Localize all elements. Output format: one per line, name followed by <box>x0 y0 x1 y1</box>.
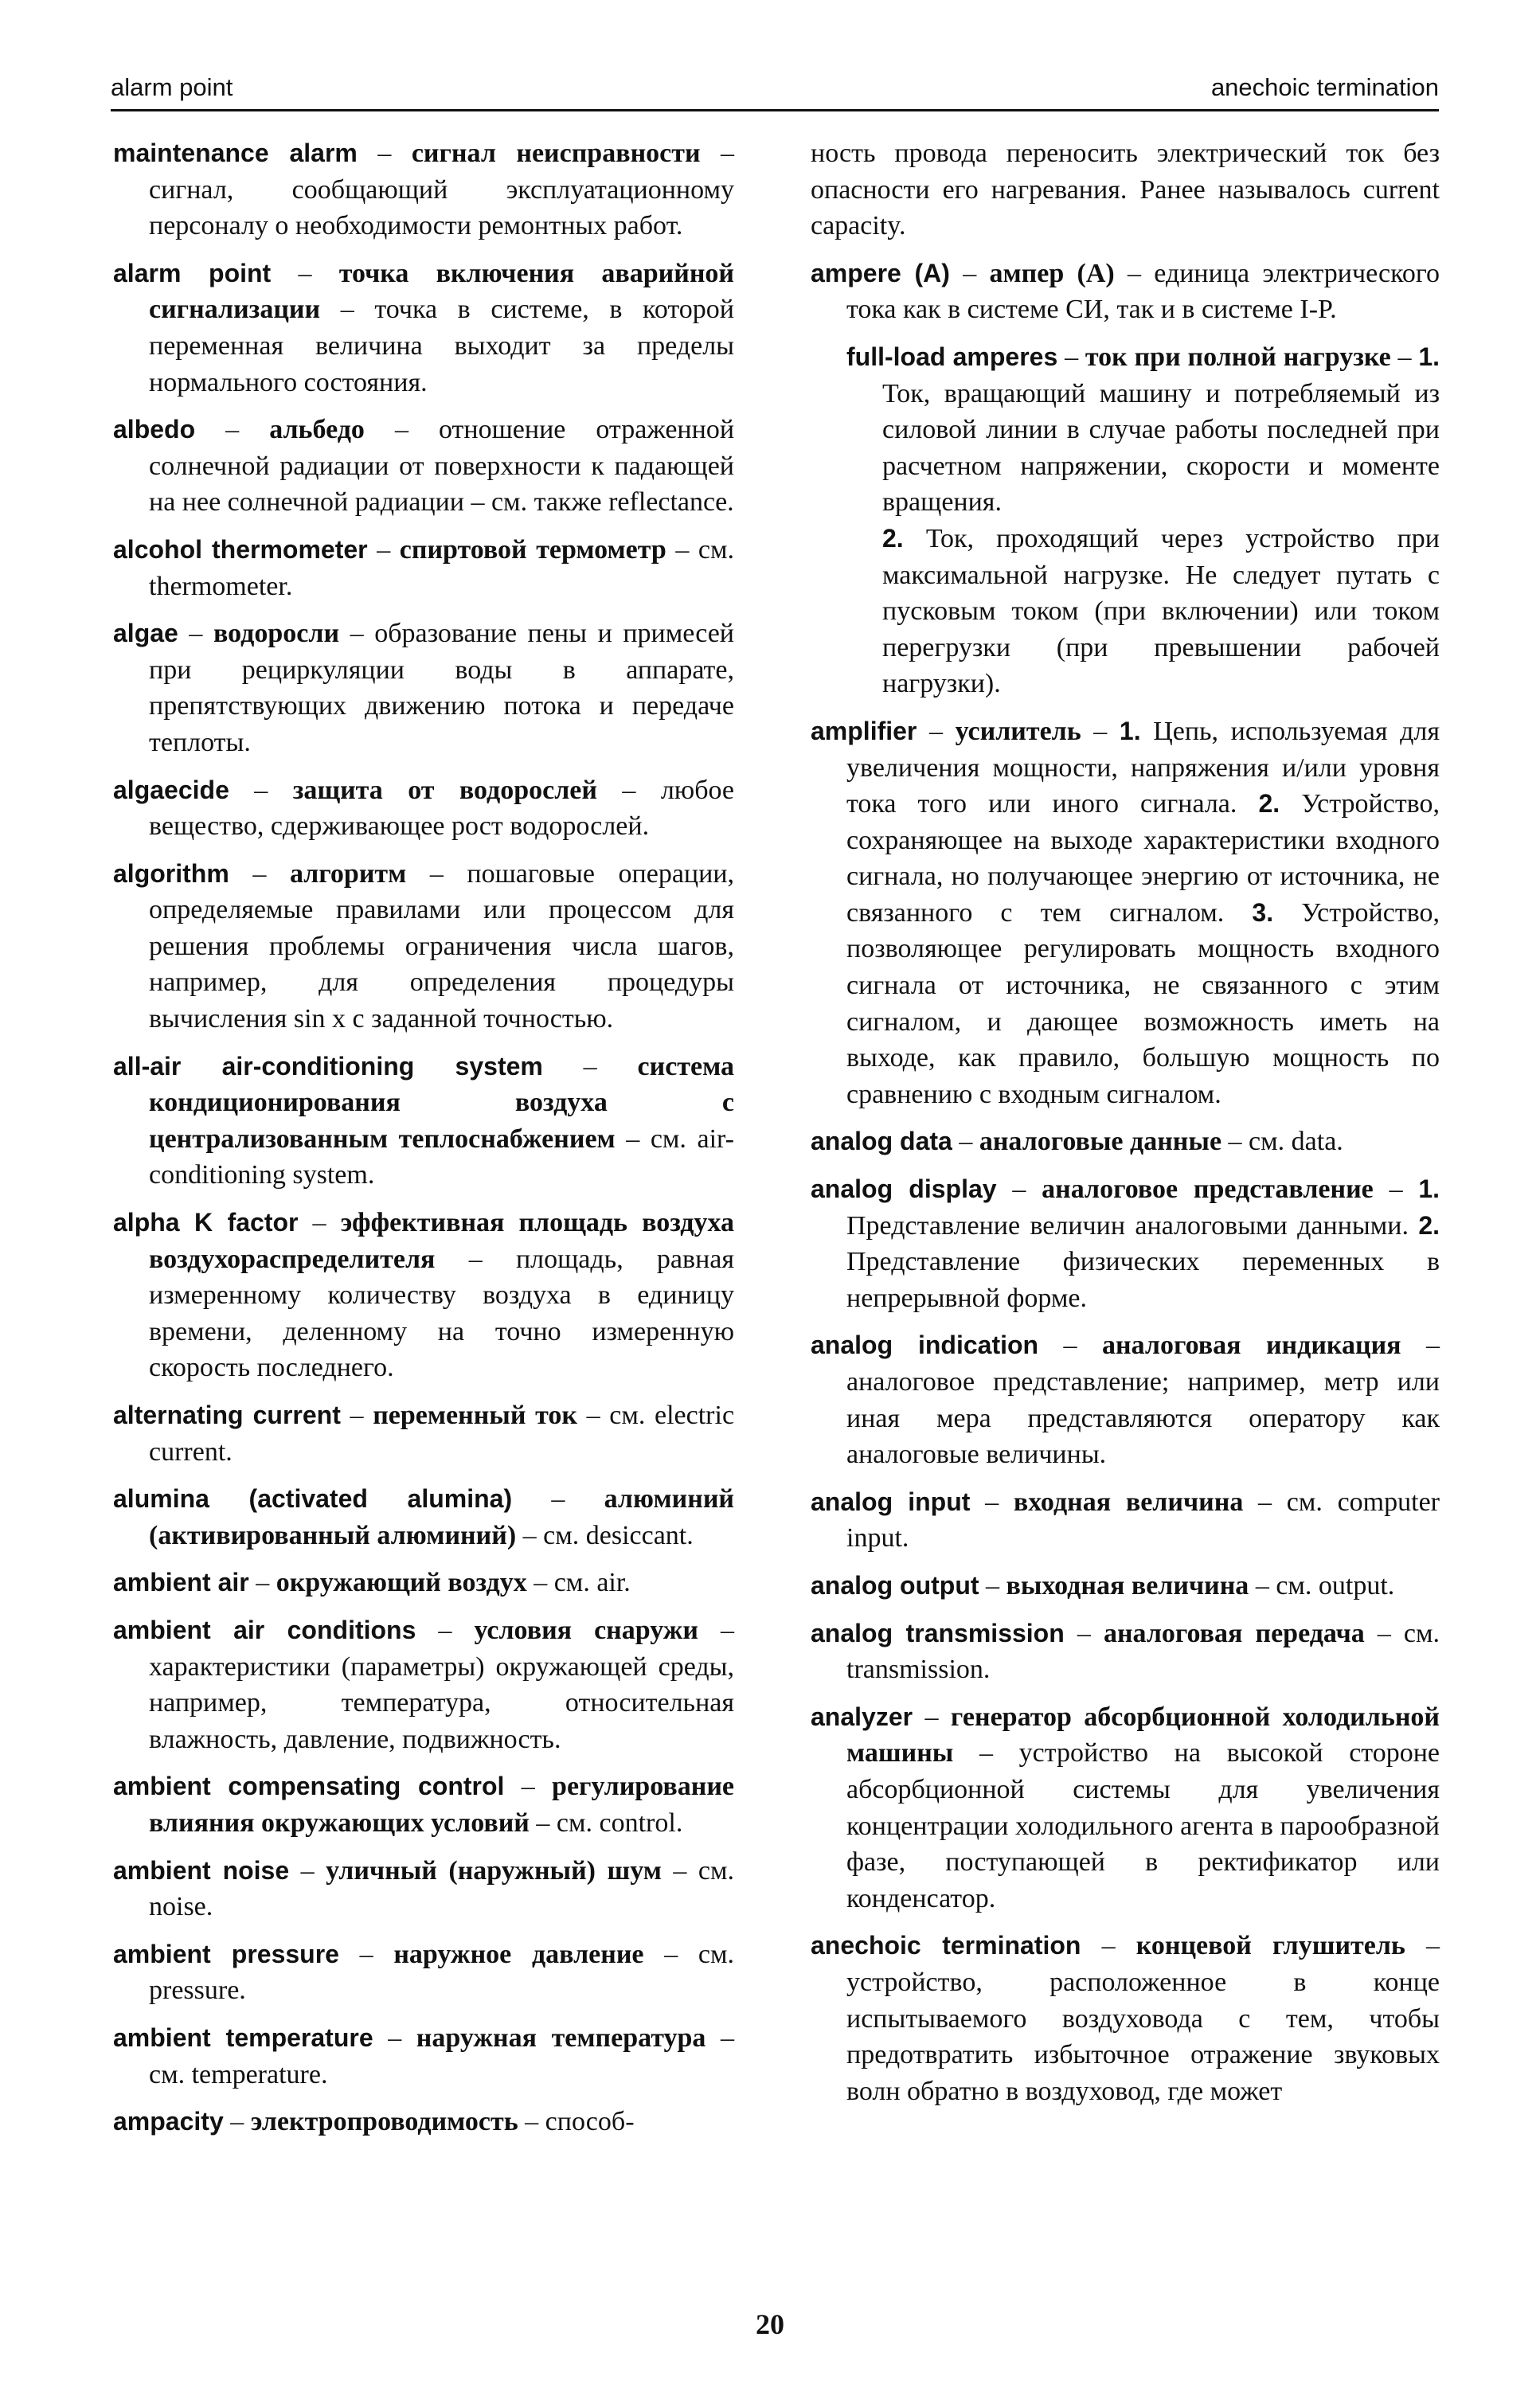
entry-translation: защита от водорослей <box>292 775 597 805</box>
entry-ambient-temperature: ambient temperature – наружная температура – см. temperature. <box>113 2022 734 2089</box>
entry-analog-output: analog output – выходная величина – см. output. <box>811 1570 1395 1600</box>
entry-term: full-load amperes <box>846 342 1058 371</box>
entry-translation: окружающий воздух <box>276 1568 527 1598</box>
entry-translation: генератор абсорбционной холодильной машины <box>846 1702 1440 1768</box>
entry-definition: см. computer input. <box>846 1487 1440 1554</box>
sense-text: Устройство, позволяющее регулировать мощность входного сигнала от источника, не связанного с этим сигналом, и дающее возможность иметь на выходе, как правило, большую мощность по сравнению с входным сигналом. <box>846 897 1440 1109</box>
entry-definition: устройство на высокой стороне абсорбционной системы для увеличения концентрации холодильного агента в парообразной фазе, поступающей в ректификатор или конденсатор. <box>846 1738 1440 1913</box>
sense-text: Устройство, сохраняющее на выходе характеристики входного сигнала, но получающее энергию от источника, не связанного с тем сигналом. <box>846 789 1440 928</box>
entry-definition: см. temperature. <box>149 2059 328 2089</box>
entry-definition: см. transmission. <box>846 1618 1440 1685</box>
entry-translation: система кондиционирования воздуха с централизованным теплоснабжением <box>149 1051 735 1154</box>
running-head-left: alarm point <box>111 73 233 101</box>
entry-definition: см. air. <box>553 1568 631 1598</box>
sense-text: Представление величин аналоговыми данными. <box>846 1210 1409 1241</box>
entry-definition: аналоговое представление; например, метр или иная мера представляются оператору как аналоговые величины. <box>846 1367 1440 1470</box>
entry-definition: см. pressure. <box>149 1939 734 2006</box>
entry-term: algorithm <box>113 858 229 888</box>
entry-definition: способ- <box>545 2107 635 2137</box>
entry-translation: точка включения аварийной сигнализации <box>149 258 735 325</box>
left-column <box>113 135 734 2151</box>
entry-ampacity: ampacity – электропроводимость – способ- <box>113 2107 635 2137</box>
entry-term: algae <box>113 619 178 648</box>
entry-translation: условия снаружи <box>474 1615 699 1645</box>
sense-text: Цепь, используемая для увеличения мощности, напряжения и/или уровня тока того или иного сигнала. <box>846 716 1440 819</box>
entry-term: anechoic termination <box>811 1931 1081 1960</box>
entry-translation: регулирование влияния окружающих условий <box>149 1772 734 1838</box>
entry-alcohol-thermometer: alcohol thermometer – спиртовой термометр – см. thermometer. <box>113 534 735 601</box>
sense-number: 1. <box>1119 716 1141 745</box>
entry-translation: входная величина <box>1013 1487 1244 1517</box>
entry-term: albedo <box>113 415 196 444</box>
entry-term: alternating current <box>113 1401 341 1429</box>
entry-analyzer: analyzer – генератор абсорбционной холодильной машины – устройство на высокой стороне абсорбционной системы для увеличения концентрации холодильного агента в парообразной фазе, поступающей в ректификатор или конденсатор. <box>811 1702 1440 1913</box>
sense-text: Ток, проходящий через устройство при максимальной нагрузке. Не следует путать с пусковым током (при включении) или током перегрузки (при превышении рабочей нагрузки). <box>882 523 1440 699</box>
entry-definition: образование пены и примесей при рециркуляции воды в аппарате, препятствующих движению потока и передаче теплоты. <box>149 619 734 757</box>
sense-number: 1. <box>1418 1174 1440 1204</box>
sense-number: 2. <box>882 523 904 553</box>
entry-term: amplifier <box>811 716 917 745</box>
entry-term: analyzer <box>811 1702 913 1731</box>
entry-translation: алюминий (активированный алюминий) <box>149 1484 735 1550</box>
entry-amplifier: amplifier – усилитель – 1. Цепь, используемая для увеличения мощности, напряжения и/или уровня тока того или иного сигнала. 2. Устройство, сохраняющее на выходе характеристики входного сигнала, но получающее энергию от источника, не связанного с тем сигналом. 3. Устройство, позволяющее регулировать мощность входного сигнала от источника, не связанного с этим сигналом, и дающее возможность иметь на выходе, как правило, большую мощность по сравнению с входным сигналом. <box>811 716 1440 1109</box>
entry-definition: см. noise. <box>149 1855 735 1922</box>
entry-analog-display: analog display – аналоговое представление – 1. Представление величин аналоговыми данными. 2. Представление физических переменных в непрерывной форме. <box>811 1174 1440 1313</box>
entry-analog-input: analog input – входная величина – см. computer input. <box>811 1487 1440 1554</box>
entry-definition: пошаговые операции, определяемые правилами или процессом для решения проблемы ограничения числа шагов, например, для определения процедуры вычисления sin x с заданной точностью. <box>149 858 735 1034</box>
entry-term: ambient pressure <box>113 1939 339 1968</box>
entry-algorithm: algorithm – алгоритм – пошаговые операции, определяемые правилами или процессом для решения проблемы ограничения числа шагов, например, для определения процедуры вычисления sin x с заданной точностью. <box>113 858 735 1034</box>
entry-translation: ампер (A) <box>989 258 1115 288</box>
entry-term: analog transmission <box>811 1618 1065 1647</box>
entry-definition: устройство, расположенное в конце испытываемого воздуховода с тем, чтобы предотвратить избыточное отражение звуковых волн обратно в воздуховод, где может <box>846 1967 1440 2106</box>
entry-alpha-k-factor: alpha K factor – эффективная площадь воздуха воздухораспределителя – площадь, равная измеренному количеству воздуха в единицу времени, деленному на точно измеренную скорость последнего. <box>113 1208 735 1383</box>
entry-term: ambient temperature <box>113 2022 373 2052</box>
entry-ambient-pressure: ambient pressure – наружное давление – см. pressure. <box>113 1939 734 2006</box>
entry-term: analog data <box>811 1127 952 1156</box>
entry-term: alpha K factor <box>113 1208 299 1237</box>
entry-all-air-air-conditioning-system: all-air air-conditioning system – система кондиционирования воздуха с централизованным теплоснабжением – см. air-conditioning system. <box>113 1051 735 1190</box>
entry-maintenance-alarm: maintenance alarm – сигнал неисправности – сигнал, сообщающий эксплуатационному персоналу о необходимости ремонтных работ. <box>113 139 735 241</box>
entry-translation: аналоговые данные <box>979 1127 1222 1157</box>
right-column <box>811 135 1440 2120</box>
entry-translation: наружная температура <box>416 2022 706 2053</box>
entry-full-load-amperes: full-load amperes – ток при полной нагрузке – 1. Ток, вращающий машину и потребляемый из силовой линии в случае работы последней при расчетном напряжении, скорости и моменте вращения. 2. Ток, проходящий через устройство при максимальной нагрузке. Не следует путать с пусковым током (при включении) или током перегрузки (при превышении рабочей нагрузки). <box>846 342 1440 699</box>
sense-number: 1. <box>1418 342 1440 371</box>
entry-analog-data: analog data – аналоговые данные – см. data. <box>811 1127 1343 1157</box>
entry-translation: аналоговая индикация <box>1102 1331 1401 1361</box>
entry-translation: аналоговая передача <box>1103 1618 1365 1648</box>
entry-translation: аналоговое представление <box>1042 1174 1374 1205</box>
entry-term: algaecide <box>113 775 229 804</box>
page-number: 20 <box>756 2308 784 2340</box>
sense-text: Ток, вращающий машину и потребляемый из силовой линии в случае работы последней при расчетном напряжении, скорости и моменте вращения. <box>882 378 1440 518</box>
entry-definition: см. control. <box>556 1808 683 1838</box>
entry-anechoic-termination: anechoic termination – концевой глушитель – устройство, расположенное в конце испытываемого воздуховода с тем, чтобы предотвратить избыточное отражение звуковых волн обратно в воздуховод, где может <box>811 1931 1440 2106</box>
entry-definition: единица электрического тока как в системе СИ, так и в системе I-P. <box>846 258 1440 325</box>
entry-translation: выходная величина <box>1006 1570 1249 1600</box>
entry-alarm-point: alarm point – точка включения аварийной сигнализации – точка в системе, в которой переменная величина выходит за пределы нормального состояния. <box>113 258 735 397</box>
entry-term: ampacity <box>113 2107 224 2136</box>
entry-definition: см. electric current. <box>149 1401 735 1467</box>
header-rule <box>111 109 1439 111</box>
entry-term: maintenance alarm <box>113 139 358 167</box>
entry-ambient-air: ambient air – окружающий воздух – см. air. <box>113 1568 631 1598</box>
entry-definition: характеристики (параметры) окружающей среды, например, температура, относительная влажность, давление, подвижность. <box>149 1651 734 1754</box>
entry-term: analog indication <box>811 1331 1039 1360</box>
running-head-right: anechoic termination <box>1210 73 1439 101</box>
entry-term: analog output <box>811 1570 979 1600</box>
entry-definition: см. air-conditioning system. <box>149 1124 734 1190</box>
entry-term: alumina (activated alumina) <box>113 1484 513 1514</box>
entry-definition: площадь, равная измеренному количеству воздуха в единицу времени, деленному на точно измеренную скорость последнего. <box>149 1244 735 1383</box>
entry-definition: сигнал, сообщающий эксплуатационному персоналу о необходимости ремонтных работ. <box>149 174 734 241</box>
entry-term: alcohol thermometer <box>113 534 368 564</box>
sense-text: Представление физических переменных в непрерывной форме. <box>846 1247 1440 1313</box>
entry-translation: альбедо <box>269 415 365 445</box>
entry-term: analog display <box>811 1174 997 1204</box>
entry-definition: любое вещество, сдерживающее рост водорослей. <box>149 775 734 842</box>
entry-translation: алгоритм <box>289 858 407 889</box>
sense-number: 2. <box>1418 1210 1440 1240</box>
entry-definition: см. data. <box>1249 1127 1343 1157</box>
entry-continuation: ность провода переносить электрический ток без опасности его нагревания. Ранее называлось current capacity. <box>811 139 1440 241</box>
entry-definition: см. output. <box>1276 1570 1395 1600</box>
entry-definition: отношение отраженной солнечной радиации от поверхности к падающей на нее солнечной радиации – см. также reflectance. <box>149 415 735 518</box>
entry-ambient-compensating-control: ambient compensating control – регулирование влияния окружающих условий – см. control. <box>113 1772 734 1838</box>
entry-translation: усилитель <box>955 716 1081 746</box>
entry-translation: водоросли <box>213 619 340 649</box>
entry-term: ambient noise <box>113 1855 290 1885</box>
entry-term: analog input <box>811 1487 971 1516</box>
entry-translation: электропроводимость <box>250 2107 518 2137</box>
entry-albedo: albedo – альбедо – отношение отраженной солнечной радиации от поверхности к падающей на нее солнечной радиации – см. также reflectance. <box>113 415 735 518</box>
entry-translation: концевой глушитель <box>1135 1931 1405 1961</box>
entry-ambient-air-conditions: ambient air conditions – условия снаружи – характеристики (параметры) окружающей среды, например, температура, относительная влажность, давление, подвижность. <box>113 1615 735 1754</box>
entry-term: ambient compensating control <box>113 1772 505 1801</box>
entry-term: ambient air <box>113 1568 249 1597</box>
sense-number: 3. <box>1252 897 1274 927</box>
entry-algae: algae – водоросли – образование пены и примесей при рециркуляции воды в аппарате, препятствующих движению потока и передаче теплоты. <box>113 619 734 757</box>
entry-translation: наружное давление <box>393 1939 644 1969</box>
entry-translation: спиртовой термометр <box>399 534 666 565</box>
entry-term: ampere (A) <box>811 258 950 287</box>
entry-algaecide: algaecide – защита от водорослей – любое вещество, сдерживающее рост водорослей. <box>113 775 734 842</box>
entry-definition: см. desiccant. <box>543 1520 694 1550</box>
entry-alumina-activated-alumina: alumina (activated alumina) – алюминий (активированный алюминий) – см. desiccant. <box>113 1484 735 1550</box>
entry-ampere: ampere (A) – ампер (A) – единица электрического тока как в системе СИ, так и в системе I-P. <box>811 258 1440 325</box>
entry-analog-transmission: analog transmission – аналоговая передача – см. transmission. <box>811 1618 1440 1685</box>
entry-definition: см. thermometer. <box>149 534 735 601</box>
entry-translation: ток при полной нагрузке <box>1085 342 1391 372</box>
sense-number: 2. <box>1258 789 1280 819</box>
entry-translation: переменный ток <box>373 1401 577 1430</box>
entry-term: ambient air conditions <box>113 1615 416 1644</box>
entry-term: all-air air-conditioning system <box>113 1051 543 1081</box>
entry-translation: эффективная площадь воздуха воздухораспределителя <box>149 1208 734 1274</box>
entry-translation: сигнал неисправности <box>411 139 701 168</box>
entry-term: alarm point <box>113 258 272 287</box>
entry-translation: уличный (наружный) шум <box>326 1855 662 1886</box>
entry-definition: точка в системе, в которой переменная величина выходит за пределы нормального состояния. <box>149 295 735 397</box>
entry-ambient-noise: ambient noise – уличный (наружный) шум – см. noise. <box>113 1855 735 1922</box>
entry-analog-indication: analog indication – аналоговая индикация – аналоговое представление; например, метр или иная мера представляются оператору как аналоговые величины. <box>811 1331 1440 1470</box>
entry-alternating-current: alternating current – переменный ток – см. electric current. <box>113 1401 735 1467</box>
